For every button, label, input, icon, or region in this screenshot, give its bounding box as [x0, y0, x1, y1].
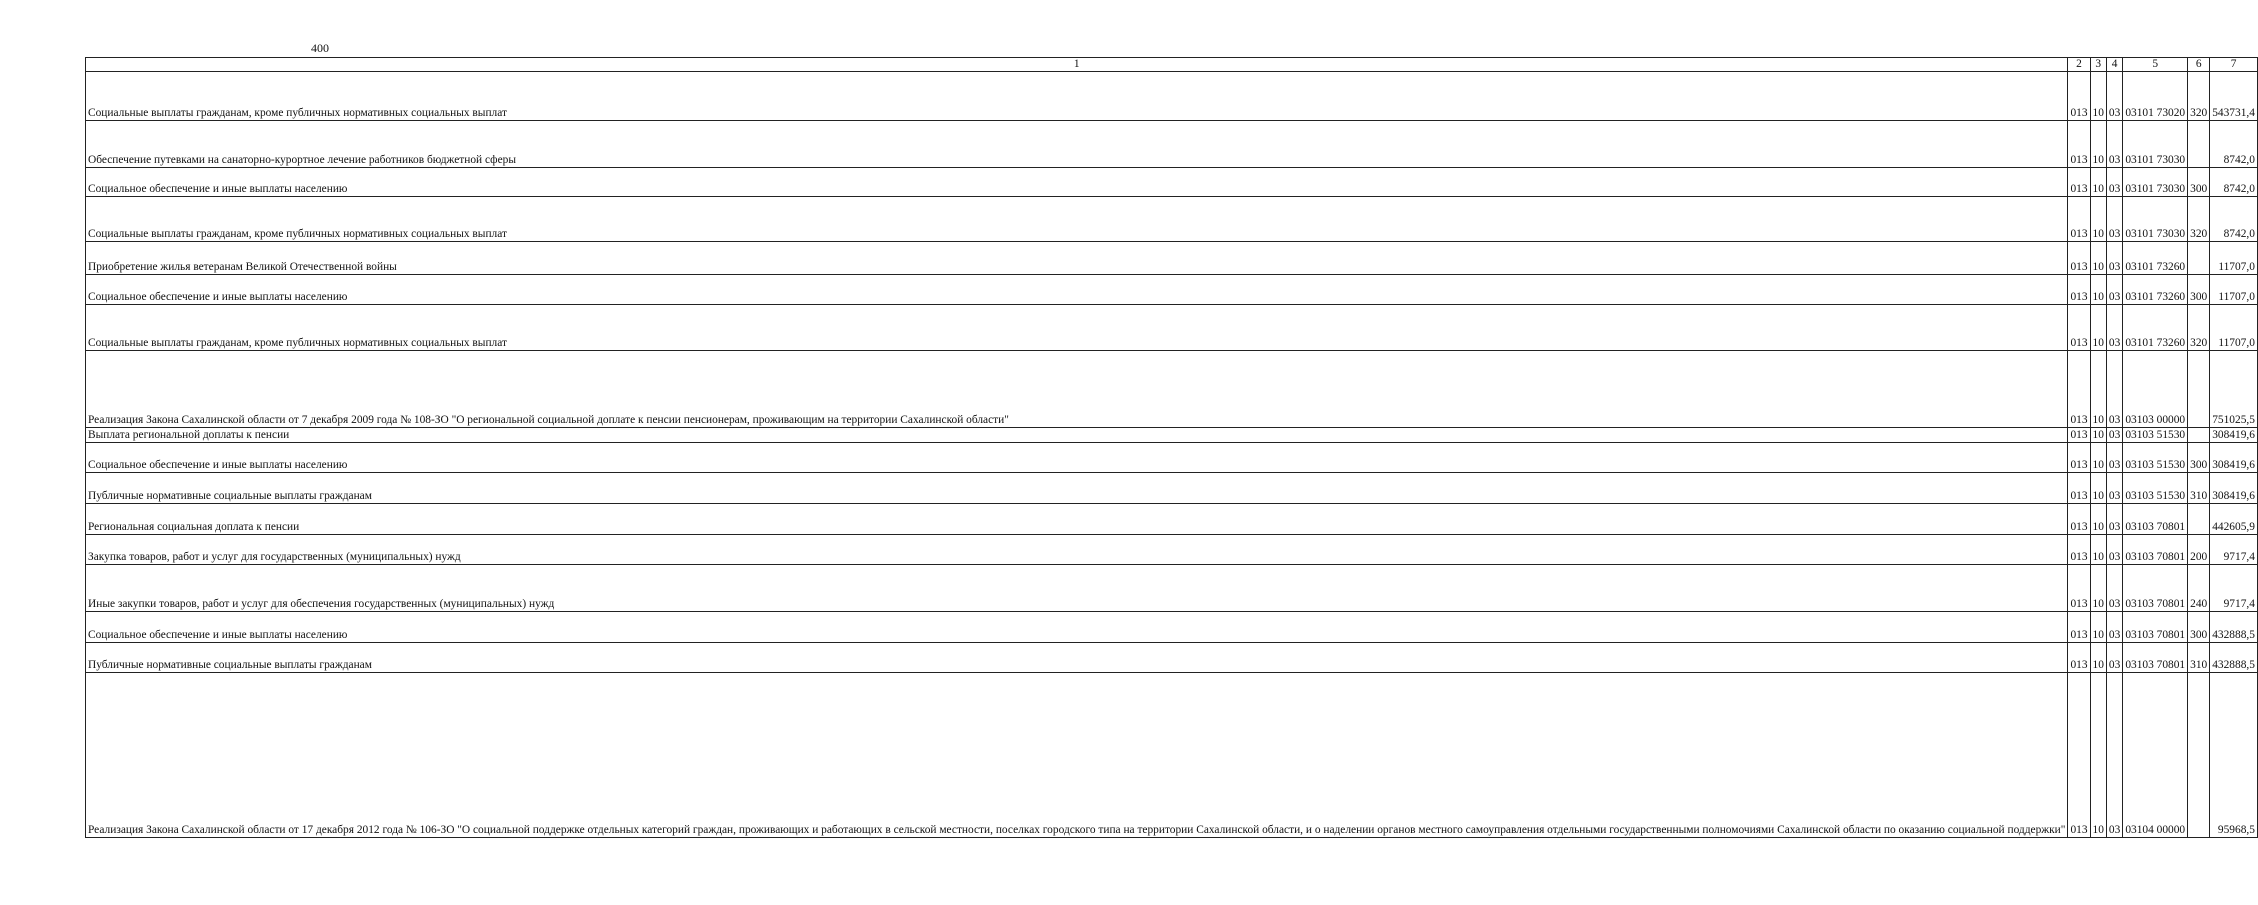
cell-expense-type: 200: [2188, 535, 2210, 565]
column-header: 2: [2068, 58, 2090, 72]
cell-expense-type: 320: [2188, 305, 2210, 351]
cell-section: 10: [2090, 565, 2106, 612]
cell-section: 10: [2090, 673, 2106, 838]
cell-expense-type: 300: [2188, 612, 2210, 643]
cell-target-article: 03103 51530: [2123, 473, 2188, 504]
row-name: Выплата региональной доплаты к пенсии: [86, 428, 2068, 443]
cell-subsection: 03: [2106, 121, 2122, 168]
cell-expense-type: 300: [2188, 168, 2210, 197]
cell-expense-type: [2188, 242, 2210, 275]
cell-ministry-code: 013: [2068, 428, 2090, 443]
cell-ministry-code: 013: [2068, 643, 2090, 673]
cell-subsection: 03: [2106, 305, 2122, 351]
cell-subsection: 03: [2106, 565, 2122, 612]
cell-amount: 9717,4: [2210, 535, 2258, 565]
cell-subsection: 03: [2106, 535, 2122, 565]
cell-expense-type: [2188, 504, 2210, 535]
cell-ministry-code: 013: [2068, 197, 2090, 242]
cell-target-article: 03103 70801: [2123, 643, 2188, 673]
row-name: Закупка товаров, работ и услуг для государственных (муниципальных) нужд: [86, 535, 2068, 565]
table-row: [86, 535, 2258, 565]
cell-ministry-code: 013: [2068, 275, 2090, 305]
cell-amount: 11707,0: [2210, 305, 2258, 351]
header-row: [86, 58, 2258, 72]
table-row: [86, 612, 2258, 643]
cell-target-article: 03103 70801: [2123, 535, 2188, 565]
cell-amount: 442605,9: [2210, 504, 2258, 535]
cell-target-article: 03103 70801: [2123, 565, 2188, 612]
cell-section: 10: [2090, 643, 2106, 673]
row-name: Обеспечение путевками на санаторно-курортное лечение работников бюджетной сферы: [86, 121, 2068, 168]
cell-subsection: 03: [2106, 643, 2122, 673]
cell-expense-type: 310: [2188, 473, 2210, 504]
table-row: [86, 242, 2258, 275]
table-row: [86, 673, 2258, 838]
cell-subsection: 03: [2106, 351, 2122, 428]
cell-expense-type: 310: [2188, 643, 2210, 673]
cell-ministry-code: 013: [2068, 72, 2090, 121]
table-row: [86, 275, 2258, 305]
page-number: 400: [311, 41, 329, 55]
row-name: Приобретение жилья ветеранам Великой Отечественной войны: [86, 242, 2068, 275]
column-header: 6: [2188, 58, 2210, 72]
row-name: Социальное обеспечение и иные выплаты населению: [86, 168, 2068, 197]
cell-section: 10: [2090, 197, 2106, 242]
row-name: Социальное обеспечение и иные выплаты населению: [86, 443, 2068, 473]
row-name: Публичные нормативные социальные выплаты гражданам: [86, 473, 2068, 504]
cell-section: 10: [2090, 504, 2106, 535]
cell-ministry-code: 013: [2068, 612, 2090, 643]
cell-target-article: 03103 70801: [2123, 612, 2188, 643]
cell-subsection: 03: [2106, 428, 2122, 443]
cell-section: 10: [2090, 612, 2106, 643]
cell-section: 10: [2090, 242, 2106, 275]
cell-target-article: 03104 00000: [2123, 673, 2188, 838]
cell-amount: 751025,5: [2210, 351, 2258, 428]
cell-target-article: 03101 73260: [2123, 275, 2188, 305]
cell-section: 10: [2090, 473, 2106, 504]
cell-ministry-code: 013: [2068, 305, 2090, 351]
cell-section: 10: [2090, 535, 2106, 565]
cell-subsection: 03: [2106, 72, 2122, 121]
cell-section: 10: [2090, 72, 2106, 121]
cell-expense-type: 300: [2188, 443, 2210, 473]
table-row: [86, 565, 2258, 612]
table-row: [86, 428, 2258, 443]
cell-amount: 11707,0: [2210, 275, 2258, 305]
row-name: Социальные выплаты гражданам, кроме публичных нормативных социальных выплат: [86, 72, 2068, 121]
cell-expense-type: [2188, 673, 2210, 838]
row-name: Публичные нормативные социальные выплаты гражданам: [86, 643, 2068, 673]
cell-ministry-code: 013: [2068, 504, 2090, 535]
cell-subsection: 03: [2106, 443, 2122, 473]
cell-section: 10: [2090, 351, 2106, 428]
budget-table: [85, 57, 2258, 838]
cell-subsection: 03: [2106, 242, 2122, 275]
cell-target-article: 03103 51530: [2123, 443, 2188, 473]
cell-amount: 8742,0: [2210, 121, 2258, 168]
table-row: [86, 197, 2258, 242]
cell-target-article: 03101 73030: [2123, 121, 2188, 168]
cell-section: 10: [2090, 428, 2106, 443]
row-name: Реализация Закона Сахалинской области от 17 декабря 2012 года № 106-ЗО "О социальной поддержке отдельных категорий граждан, проживающих и работающих в сельской местности, поселках городского типа на территории Сахалинской области, и о наделении органов местного самоуправления отдельными государственными полномочиями Сахалинской области по оказанию социальной поддержки": [86, 673, 2068, 838]
cell-expense-type: 240: [2188, 565, 2210, 612]
table-row: [86, 72, 2258, 121]
cell-ministry-code: 013: [2068, 443, 2090, 473]
cell-ministry-code: 013: [2068, 535, 2090, 565]
cell-target-article: 03101 73260: [2123, 242, 2188, 275]
table-row: [86, 504, 2258, 535]
cell-amount: 308419,6: [2210, 443, 2258, 473]
cell-section: 10: [2090, 443, 2106, 473]
row-name: Социальное обеспечение и иные выплаты населению: [86, 612, 2068, 643]
cell-target-article: 03103 70801: [2123, 504, 2188, 535]
cell-ministry-code: 013: [2068, 351, 2090, 428]
cell-subsection: 03: [2106, 504, 2122, 535]
table-row: [86, 443, 2258, 473]
column-header: 5: [2123, 58, 2188, 72]
table-row: [86, 305, 2258, 351]
cell-amount: 8742,0: [2210, 197, 2258, 242]
cell-subsection: 03: [2106, 612, 2122, 643]
cell-expense-type: 320: [2188, 72, 2210, 121]
cell-expense-type: 300: [2188, 275, 2210, 305]
cell-target-article: 03103 51530: [2123, 428, 2188, 443]
cell-subsection: 03: [2106, 473, 2122, 504]
cell-target-article: 03101 73030: [2123, 168, 2188, 197]
cell-section: 10: [2090, 305, 2106, 351]
cell-section: 10: [2090, 121, 2106, 168]
cell-ministry-code: 013: [2068, 242, 2090, 275]
cell-amount: 9717,4: [2210, 565, 2258, 612]
column-header: 4: [2106, 58, 2122, 72]
table-row: [86, 351, 2258, 428]
cell-ministry-code: 013: [2068, 473, 2090, 504]
cell-target-article: 03101 73260: [2123, 305, 2188, 351]
column-header: 1: [86, 58, 2068, 72]
cell-ministry-code: 013: [2068, 121, 2090, 168]
cell-ministry-code: 013: [2068, 673, 2090, 838]
cell-amount: 308419,6: [2210, 428, 2258, 443]
cell-amount: 432888,5: [2210, 612, 2258, 643]
cell-section: 10: [2090, 275, 2106, 305]
cell-amount: 8742,0: [2210, 168, 2258, 197]
cell-subsection: 03: [2106, 275, 2122, 305]
cell-amount: 432888,5: [2210, 643, 2258, 673]
cell-expense-type: [2188, 121, 2210, 168]
cell-amount: 95968,5: [2210, 673, 2258, 838]
cell-ministry-code: 013: [2068, 168, 2090, 197]
column-header: 3: [2090, 58, 2106, 72]
row-name: Региональная социальная доплата к пенсии: [86, 504, 2068, 535]
cell-ministry-code: 013: [2068, 565, 2090, 612]
cell-subsection: 03: [2106, 197, 2122, 242]
row-name: Иные закупки товаров, работ и услуг для обеспечения государственных (муниципальных) нужд: [86, 565, 2068, 612]
column-header: 7: [2210, 58, 2258, 72]
cell-subsection: 03: [2106, 168, 2122, 197]
row-name: Реализация Закона Сахалинской области от 7 декабря 2009 года № 108-ЗО "О региональной социальной доплате к пенсии пенсионерам, проживающим на территории Сахалинской области": [86, 351, 2068, 428]
cell-amount: 308419,6: [2210, 473, 2258, 504]
row-name: Социальные выплаты гражданам, кроме публичных нормативных социальных выплат: [86, 197, 2068, 242]
cell-target-article: 03101 73020: [2123, 72, 2188, 121]
cell-target-article: 03101 73030: [2123, 197, 2188, 242]
table-row: [86, 643, 2258, 673]
table-row: [86, 168, 2258, 197]
cell-subsection: 03: [2106, 673, 2122, 838]
row-name: Социальные выплаты гражданам, кроме публичных нормативных социальных выплат: [86, 305, 2068, 351]
table-row: [86, 473, 2258, 504]
cell-expense-type: 320: [2188, 197, 2210, 242]
cell-expense-type: [2188, 351, 2210, 428]
cell-amount: 11707,0: [2210, 242, 2258, 275]
cell-amount: 543731,4: [2210, 72, 2258, 121]
cell-section: 10: [2090, 168, 2106, 197]
cell-expense-type: [2188, 428, 2210, 443]
table-row: [86, 121, 2258, 168]
row-name: Социальное обеспечение и иные выплаты населению: [86, 275, 2068, 305]
cell-target-article: 03103 00000: [2123, 351, 2188, 428]
